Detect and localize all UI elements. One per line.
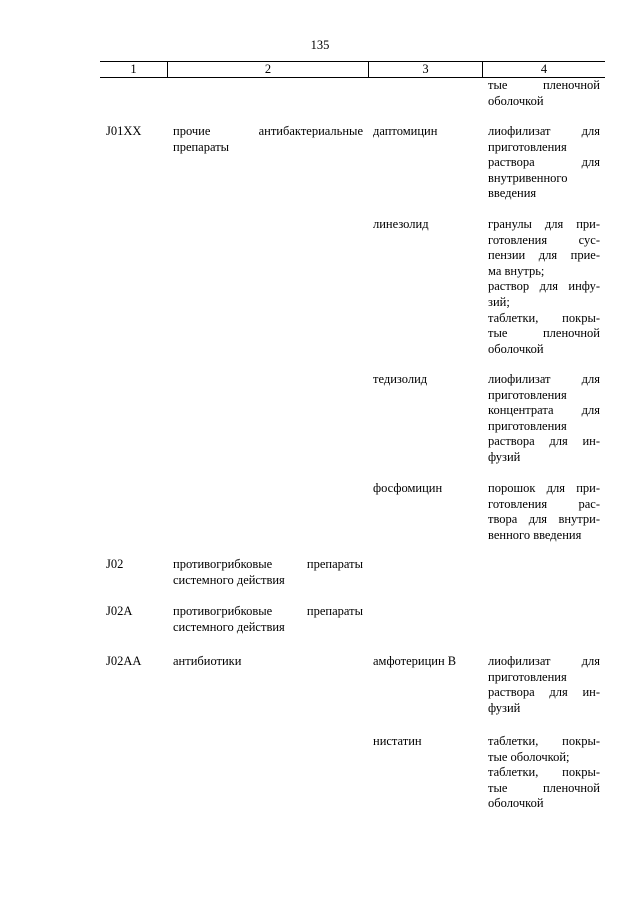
form-line: твора для внутри- — [488, 512, 600, 527]
atc-code: J02A — [106, 604, 133, 618]
form-line: таблетки, покры- — [488, 765, 600, 780]
group-line: антибиотики — [173, 654, 242, 668]
form-line: приготовления — [488, 418, 567, 433]
form-line: оболочкой — [488, 341, 544, 356]
form-line: пензии для прие- — [488, 248, 600, 263]
form-cell — [488, 481, 600, 543]
group-line: препараты — [173, 139, 230, 154]
header-col-1: 1 — [130, 62, 137, 76]
form-cell — [488, 654, 600, 716]
drug-name: фосфомицин — [373, 481, 443, 495]
atc-code: J01XX — [106, 124, 142, 138]
group-cell — [173, 557, 363, 588]
drug-name: нистатин — [373, 734, 422, 748]
header-col-4: 4 — [540, 62, 548, 76]
group-cell — [173, 604, 363, 635]
atc-code: J02AA — [106, 654, 142, 668]
group-cell — [173, 124, 363, 155]
form-cell — [488, 217, 600, 357]
form-line: таблетки, покры- — [488, 310, 600, 325]
form-line: оболочкой — [488, 796, 544, 811]
group-line: системного действия — [173, 619, 285, 634]
form-line: фузий — [488, 700, 521, 715]
page-number: 135 — [310, 38, 330, 52]
form-line: гранулы для при- — [488, 217, 600, 231]
form-line: готовления рас- — [488, 496, 600, 511]
form-line: порошок для при- — [488, 481, 600, 495]
form-line: раствора для ин- — [488, 434, 600, 449]
continuation-form-cell — [488, 78, 600, 109]
drug-name: даптомицин — [373, 124, 438, 138]
form-line: концентрата для — [488, 403, 600, 418]
form-line: оболочкой — [488, 93, 544, 108]
form-cell — [488, 734, 600, 812]
form-line: тые пленочной — [488, 78, 600, 92]
form-cell — [488, 372, 600, 466]
table-header-row — [100, 61, 605, 78]
drug-name: амфотерицин B — [373, 654, 457, 668]
form-line: раствора для ин- — [488, 685, 600, 700]
form-line: лиофилизат для — [488, 654, 600, 668]
group-line: системного действия — [173, 572, 285, 587]
form-line: венного введения — [488, 527, 582, 542]
form-line: тые оболочкой; — [488, 749, 570, 764]
form-line: ма внутрь; — [488, 263, 545, 278]
form-line: лиофилизат для — [488, 124, 600, 138]
form-line: готовления сус- — [488, 232, 600, 247]
form-line: раствора для — [488, 155, 600, 170]
atc-code: J02 — [106, 557, 124, 571]
drug-name: тедизолид — [373, 372, 428, 386]
form-line: приготовления — [488, 387, 567, 402]
form-line: приготовления — [488, 139, 567, 154]
form-line: фузий — [488, 449, 521, 464]
form-line: внутривенного — [488, 170, 568, 185]
form-line: тые пленочной — [488, 326, 600, 341]
header-col-2: 2 — [264, 62, 272, 76]
form-line: таблетки, покры- — [488, 734, 600, 748]
form-line: лиофилизат для — [488, 372, 600, 386]
form-line: приготовления — [488, 669, 567, 684]
group-line: противогрибковые препараты — [173, 604, 363, 618]
form-line: раствор для инфу- — [488, 279, 600, 294]
drug-name: линезолид — [373, 217, 429, 231]
group-line: прочие антибактериальные — [173, 124, 363, 138]
group-cell — [173, 654, 363, 670]
form-line: зий; — [488, 294, 510, 309]
form-cell — [488, 124, 600, 202]
header-col-3: 3 — [422, 62, 429, 76]
group-line: противогрибковые препараты — [173, 557, 363, 571]
form-line: введения — [488, 186, 537, 201]
form-line: тые пленочной — [488, 780, 600, 795]
